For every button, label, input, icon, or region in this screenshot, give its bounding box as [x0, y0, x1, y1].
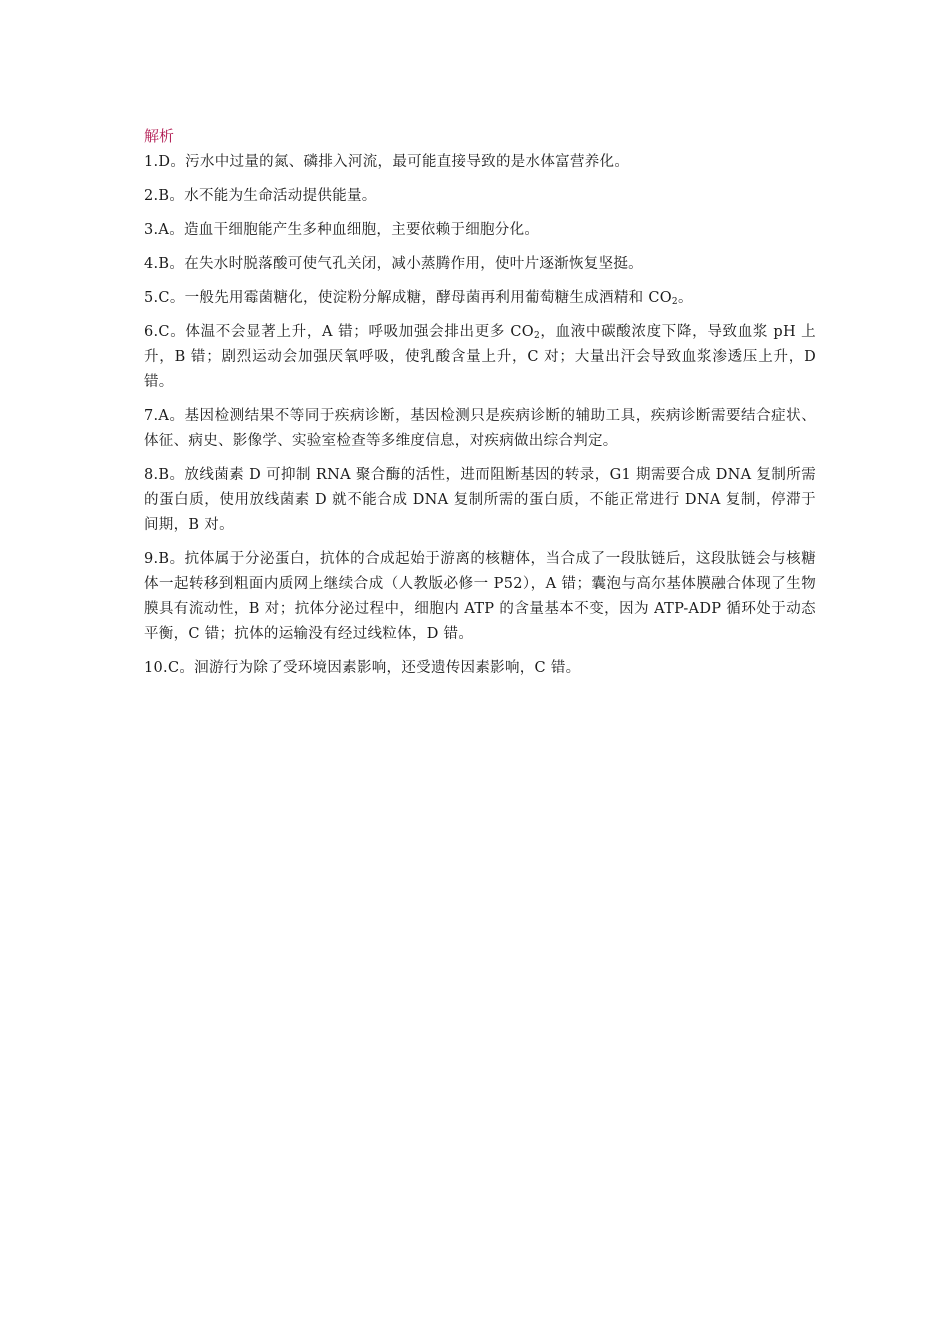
answer-item-5-text: 5.C。一般先用霉菌糖化，使淀粉分解成糖，酵母菌再利用葡萄糖生成酒精和 CO — [144, 290, 672, 306]
answer-item-7: 7.A。基因检测结果不等同于疾病诊断，基因检测只是疾病诊断的辅助工具，疾病诊断需要结合症状、体征、病史、影像学、实验室检查等多维度信息，对疾病做出综合判定。 — [144, 408, 816, 449]
answer-item-8: 8.B。放线菌素 D 可抑制 RNA 聚合酶的活性，进而阻断基因的转录，G1 期需要合成 DNA 复制所需的蛋白质，使用放线菌素 D 就不能合成 DNA 复制所需的蛋白质，不能正常进行 DNA 复制，停滞于间期，B 对。 — [144, 467, 816, 533]
answer-item-6 — [144, 320, 816, 395]
answer-item-1: 1.D。污水中过量的氮、磷排入河流，最可能直接导致的是水体富营养化。 — [144, 154, 630, 170]
answer-item-5-end: 。 — [677, 290, 693, 306]
answer-item-9: 9.B。抗体属于分泌蛋白，抗体的合成起始于游离的核糖体，当合成了一段肽链后，这段肽链会与核糖体一起转移到粗面内质网上继续合成（人教版必修一 P52），A 错；囊泡与高尔基体膜融合体现了生物膜具有流动性，B 对；抗体分泌过程中，细胞内 ATP 的含量基本不变，因为 ATP-ADP 循环处于动态平衡，C 错；抗体的运输没有经过线粒体，D 错。 — [144, 551, 816, 642]
section-heading: 解析 — [144, 127, 175, 145]
answer-item-3: 3.A。造血干细胞能产生多种血细胞，主要依赖于细胞分化。 — [144, 222, 540, 238]
answer-item-4: 4.B。在失水时脱落酸可使气孔关闭，减小蒸腾作用，使叶片逐渐恢复坚挺。 — [144, 256, 643, 272]
answer-item-5 — [144, 286, 816, 311]
answer-item-10: 10.C。洄游行为除了受环境因素影响，还受遗传因素影响，C 错。 — [144, 660, 581, 676]
answer-item-6-rest: ，血液中碳酸浓度下降，导致血浆 pH 上升，B 错；剧烈运动会加强厌氧呼吸，使乳酸含量上升，C 对；大量出汗会导致血浆渗透压上升，D 错。 — [144, 324, 816, 390]
answer-item-6-text: 6.C。体温不会显著上升，A 错；呼吸加强会排出更多 CO — [144, 324, 534, 340]
subscript: 2 — [533, 331, 540, 341]
answer-item-2: 2.B。水不能为生命活动提供能量。 — [144, 188, 377, 204]
subscript: 2 — [671, 297, 678, 307]
answer-explanations — [144, 124, 816, 690]
